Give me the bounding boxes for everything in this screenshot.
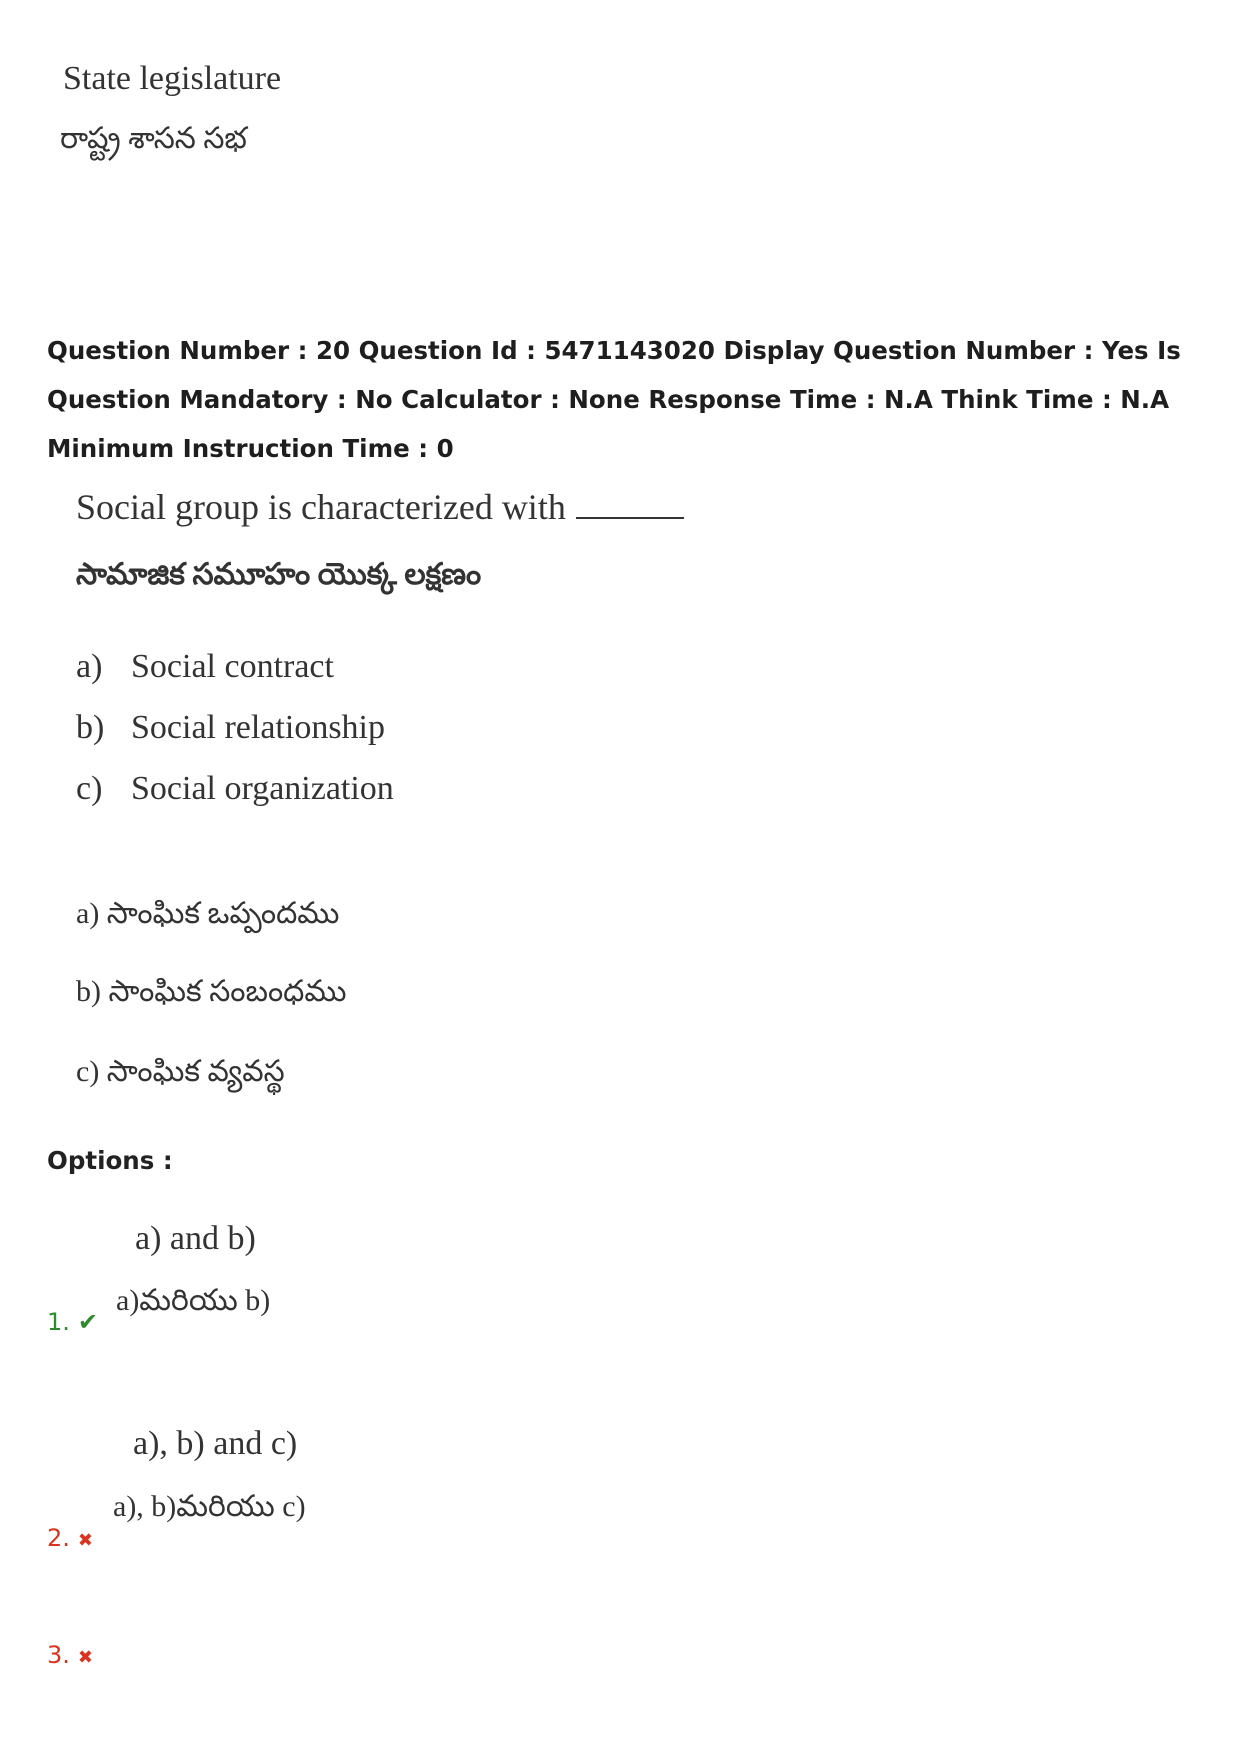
cross-icon: ✖	[77, 1530, 93, 1551]
option-2-telugu: a), b)మరియు c)	[113, 1490, 306, 1523]
option-number-label: 1.	[47, 1308, 70, 1336]
option-number-label: 3.	[47, 1641, 70, 1669]
options-heading: Options :	[47, 1146, 173, 1175]
question-text-english	[76, 486, 684, 528]
option-number-label: 2.	[47, 1524, 70, 1552]
question-metadata: Question Number : 20 Question Id : 5471143020 Display Question Number : Yes Is Question Mandatory : No Calculator : None Response Time : N.A Think Time : N.A Minimum Instruction Time : 0	[47, 336, 1181, 463]
question-text-telugu: సామాజిక సమూహం యొక్క లక్షణం	[76, 558, 482, 591]
item-text: Social contract	[131, 648, 334, 685]
option-3-number[interactable]	[47, 1641, 93, 1669]
item-label: a)	[76, 648, 103, 685]
option-2-english: a), b) and c)	[133, 1425, 298, 1462]
option-1-english: a) and b)	[135, 1220, 256, 1257]
previous-answer-english: State legislature	[63, 60, 282, 97]
item-text: Social organization	[131, 770, 394, 807]
question-item-telugu-a: a) సాంఘిక ఒప్పందము	[76, 897, 340, 930]
option-2-number[interactable]	[47, 1524, 93, 1552]
checkmark-icon: ✔	[77, 1308, 99, 1336]
question-item-b	[76, 709, 385, 747]
question-item-c	[76, 770, 394, 808]
item-label: c)	[76, 770, 103, 807]
previous-answer-telugu: రాష్ట్ర శాసన సభ	[60, 122, 247, 155]
question-english-label: Social group is characterized with	[76, 487, 566, 527]
cross-icon: ✖	[77, 1647, 93, 1668]
question-item-telugu-b: b) సాంఘిక సంబంధము	[76, 975, 347, 1008]
question-item-a	[76, 648, 334, 686]
option-1-number[interactable]	[47, 1308, 98, 1336]
item-label: b)	[76, 709, 105, 746]
option-1-telugu: a)మరియు b)	[116, 1284, 271, 1317]
question-item-telugu-c: c) సాంఘిక వ్యవస్థ	[76, 1055, 285, 1088]
item-text: Social relationship	[131, 709, 386, 746]
fill-blank-line	[576, 489, 684, 519]
